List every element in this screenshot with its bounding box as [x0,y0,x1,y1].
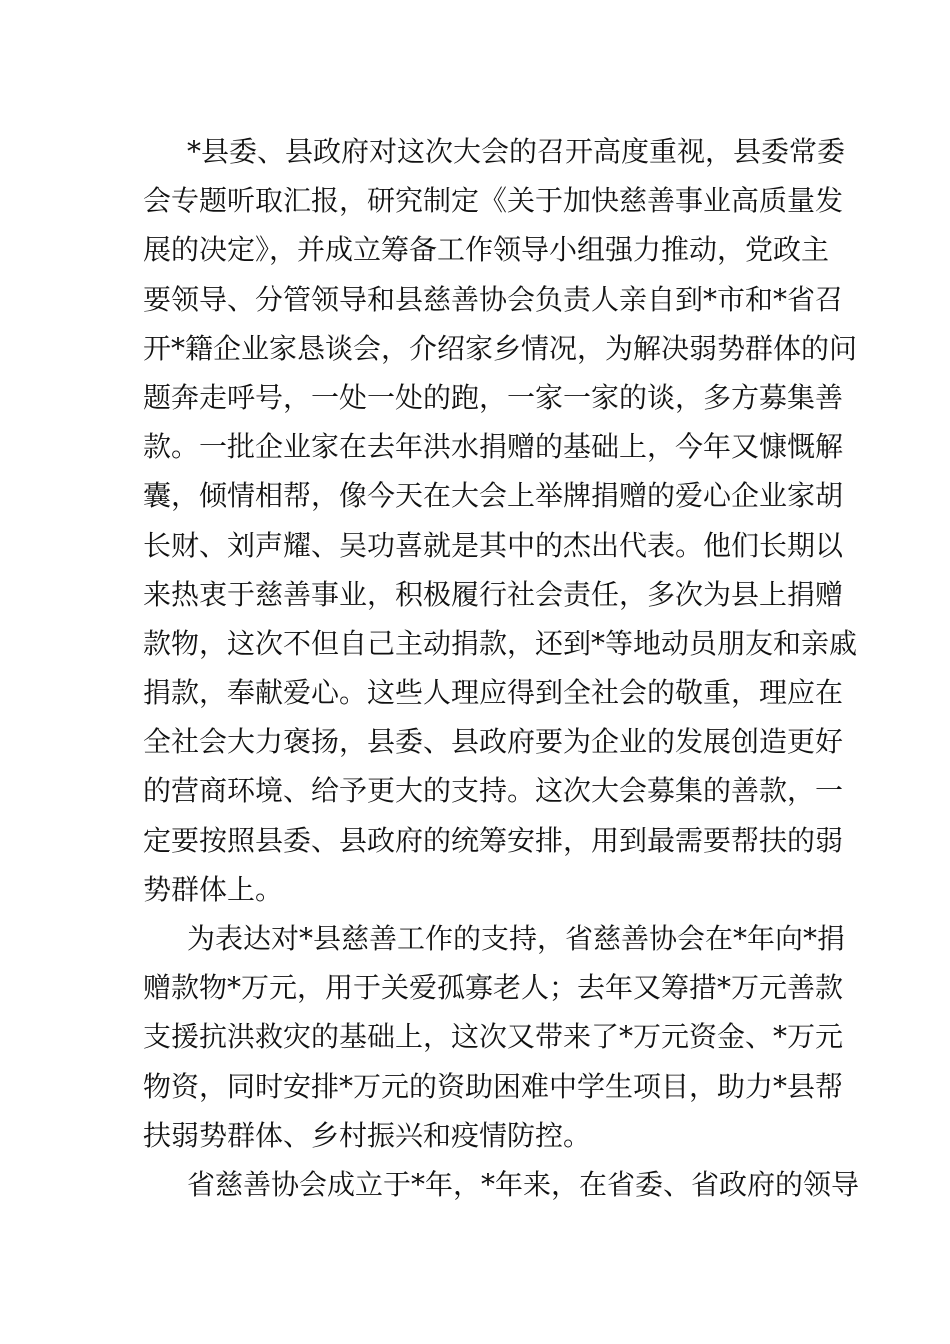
paragraph-2-line-5: 扶弱势群体、乡村振兴和疫情防控。 [143,1118,592,1152]
paragraph-1-line-16: 势群体上。 [143,872,284,906]
paragraph-3-line-1: 省慈善协会成立于*年，*年来，在省委、省政府的领导 [187,1167,860,1201]
paragraph-1-line-11: 款物，这次不但自己主动捐款，还到*等地动员朋友和亲戚 [143,626,858,660]
paragraph-1-line-4: 要领导、分管领导和县慈善协会负责人亲自到*市和*省召 [143,282,844,316]
paragraph-1-line-8: 囊，倾情相帮，像今天在大会上举牌捐赠的爱心企业家胡 [143,479,844,513]
paragraph-1-line-3: 展的决定》，并成立筹备工作领导小组强力推动，党政主 [143,233,830,267]
paragraph-2-line-2: 赠款物*万元，用于关爱孤寡老人；去年又筹措*万元善款 [143,971,844,1005]
paragraph-1-line-12: 捐款，奉献爱心。这些人理应得到全社会的敬重，理应在 [143,676,844,710]
paragraph-1-line-14: 的营商环境、给予更大的支持。这次大会募集的善款，一 [143,774,844,808]
paragraph-1-line-9: 长财、刘声耀、吴功喜就是其中的杰出代表。他们长期以 [143,528,844,562]
paragraph-1-line-15: 定要按照县委、县政府的统筹安排，用到最需要帮扶的弱 [143,823,844,857]
paragraph-1-line-2: 会专题听取汇报，研究制定《关于加快慈善事业高质量发 [143,184,844,218]
paragraph-1-line-13: 全社会大力褒扬，县委、县政府要为企业的发展创造更好 [143,725,844,759]
paragraph-2-line-3: 支援抗洪救灾的基础上，这次又带来了*万元资金、*万元 [143,1020,844,1054]
paragraph-1-line-1: *县委、县政府对这次大会的召开高度重视，县委常委 [187,135,846,168]
paragraph-2-line-1: 为表达对*县慈善工作的支持，省慈善协会在*年向*捐 [187,922,846,955]
paragraph-2-line-4: 物资，同时安排*万元的资助困难中学生项目，助力*县帮 [143,1069,844,1103]
document-body [143,127,860,1209]
paragraph-1-line-5: 开*籍企业家恳谈会，介绍家乡情况，为解决弱势群体的问 [143,331,858,365]
paragraph-1-line-10: 来热衷于慈善事业，积极履行社会责任，多次为县上捐赠 [143,577,844,611]
paragraph-1-line-7: 款。一批企业家在去年洪水捐赠的基础上，今年又慷慨解 [143,430,844,464]
paragraph-1-line-6: 题奔走呼号，一处一处的跑，一家一家的谈，多方募集善 [143,380,844,414]
